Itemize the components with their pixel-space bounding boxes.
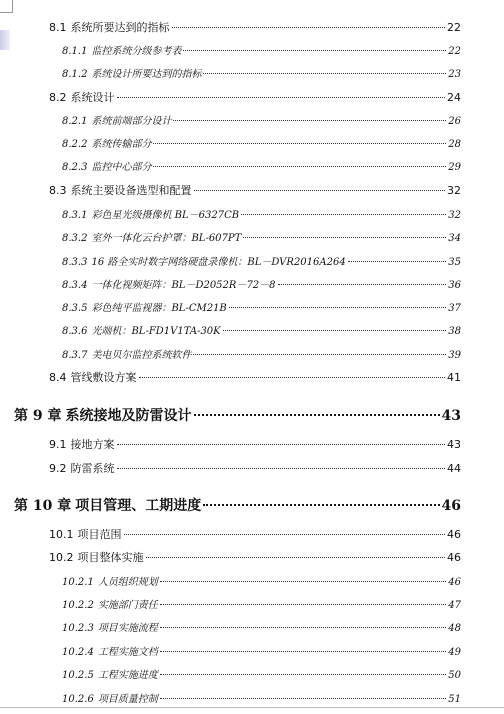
toc-entry[interactable] (62, 299, 461, 314)
toc-page-number: 37 (448, 303, 461, 314)
toc-dot-leader (278, 284, 447, 285)
toc-dot-leader (193, 354, 446, 355)
toc-entry[interactable] (62, 206, 461, 221)
toc-page-number: 51 (448, 694, 461, 705)
toc-page-number: 24 (447, 91, 461, 104)
toc-entry-number: 9.1 (49, 438, 67, 451)
toc-entry-number: 8.3.2 (62, 233, 88, 244)
toc-entry-number: 8.3 (49, 184, 67, 197)
toc-page-number: 43 (441, 408, 461, 424)
toc-dot-leader (348, 261, 447, 262)
toc-entry-number: 8.3.3 (62, 257, 88, 268)
toc-dot-leader (194, 190, 446, 191)
toc-page-number: 47 (448, 600, 461, 611)
toc-dot-leader (203, 73, 446, 74)
toc-page-number: 46 (447, 528, 461, 541)
toc-entry-number: 10.2.4 (62, 647, 94, 658)
toc-page-number: 48 (448, 623, 461, 634)
toc-entry-title: 彩色纯平监视器：BL-CM21B (91, 303, 227, 314)
toc-dot-leader (153, 166, 446, 167)
toc-entry-title: 光端机：BL-FD1V1TA-30K (91, 326, 221, 337)
toc-entry-number: 8.1 (49, 21, 67, 34)
toc-entry-number: 8.1.1 (62, 46, 88, 57)
toc-entry[interactable] (62, 619, 461, 634)
toc-entry-title: 接地方案 (70, 438, 115, 451)
toc-entry[interactable] (49, 526, 461, 542)
toc-entry-title: 实施部门责任 (97, 600, 158, 611)
toc-page-number: 39 (448, 350, 461, 361)
page-bottom-edge (0, 707, 504, 714)
toc-entry-title: 防雷系统 (70, 462, 115, 475)
toc-dot-leader (160, 581, 446, 582)
toc-entry-number: 9.2 (49, 462, 67, 475)
toc-entry[interactable] (49, 182, 461, 198)
toc-dot-leader (124, 534, 446, 535)
toc-entry-title: 项目实施流程 (97, 623, 158, 634)
toc-page-number: 28 (448, 139, 461, 150)
toc-entry-title: 人员组织规划 (97, 577, 158, 588)
toc-entry-title: 系统设计 (70, 91, 115, 104)
toc-entry-number: 8.3.6 (62, 326, 88, 337)
toc-page-number: 35 (448, 257, 461, 268)
toc-dot-leader (117, 444, 446, 445)
toc-entry[interactable] (62, 643, 461, 658)
toc-dot-leader (173, 120, 446, 121)
toc-page-number: 38 (448, 326, 461, 337)
toc-entry-title: 16 路全实时数字网络硬盘录像机：BL－DVR2016A264 (91, 257, 346, 268)
toc-entry-number: 10.2.2 (62, 600, 94, 611)
toc-entry-number: 10.2.1 (62, 577, 94, 588)
toc-entry-number: 8.1.2 (62, 69, 88, 80)
toc-dot-leader (241, 214, 446, 215)
toc-entry-number: 10.2.5 (62, 670, 94, 681)
toc-entry[interactable] (62, 346, 461, 361)
toc-dot-leader (160, 604, 446, 605)
toc-entry[interactable] (49, 436, 461, 452)
toc-entry-title: 项目范围 (77, 528, 122, 541)
toc-entry[interactable] (62, 229, 461, 244)
toc-entry[interactable] (62, 42, 461, 57)
corner-crop-mark (0, 0, 13, 13)
toc-page-number: 43 (447, 438, 461, 451)
toc-entry[interactable] (62, 112, 461, 127)
toc-page-number: 34 (448, 233, 461, 244)
toc-entry[interactable] (62, 276, 461, 291)
toc-entry-title: 管线敷设方案 (70, 371, 137, 384)
toc-dot-leader (160, 698, 446, 699)
toc-page-number: 46 (448, 577, 461, 588)
toc-entry-number: 8.4 (49, 371, 67, 384)
toc-entry-title: 室外一体化云台护罩：BL-607PT (91, 233, 242, 244)
toc-entry-title: 系统所要达到的指标 (70, 21, 170, 34)
toc-entry-number: 第 10 章 (14, 498, 72, 514)
toc-entry-title: 系统前端部分设计 (91, 116, 172, 127)
toc-dot-leader (243, 237, 446, 238)
toc-dot-leader (172, 27, 446, 28)
toc-page-number: 22 (448, 46, 461, 57)
toc-dot-leader (160, 627, 446, 628)
toc-entry-title: 系统接地及防雷设计 (65, 408, 192, 424)
toc-page-number: 46 (447, 551, 461, 564)
toc-entry-number: 10.2 (49, 551, 74, 564)
toc-page-number: 41 (447, 371, 461, 384)
toc-entry-title: 工程实施进度 (97, 670, 158, 681)
toc-dot-leader (117, 97, 446, 98)
toc-dot-leader (194, 414, 440, 416)
toc-page-number: 46 (441, 498, 461, 514)
toc-entry-title: 系统主要设备选型和配置 (70, 184, 192, 197)
toc-page-number: 32 (447, 184, 461, 197)
toc-entry[interactable] (62, 690, 461, 705)
toc-page-number: 32 (448, 210, 461, 221)
toc-entry-number: 10.2.6 (62, 694, 94, 705)
toc-entry-title: 彩色星光级摄像机 BL－6327CB (91, 210, 240, 221)
toc-entry[interactable] (62, 253, 461, 268)
toc-page-number: 44 (447, 462, 461, 475)
toc-dot-leader (203, 504, 439, 506)
toc-page-number: 22 (447, 21, 461, 34)
toc-entry[interactable] (49, 369, 461, 385)
toc-entry-title: 监控系统分级参考表 (91, 46, 182, 57)
toc-entry-number: 8.3.7 (62, 350, 88, 361)
toc-entry[interactable] (49, 89, 461, 105)
toc-entry[interactable] (49, 549, 461, 565)
toc-entry[interactable] (62, 158, 461, 173)
toc-entry-title: 项目整体实施 (77, 551, 144, 564)
toc-dot-leader (160, 674, 446, 675)
margin-marker (0, 30, 10, 50)
toc-entry-number: 8.2.3 (62, 162, 88, 173)
toc-dot-leader (153, 143, 446, 144)
toc-entry-number: 10.1 (49, 528, 74, 541)
toc-entry-title: 项目质量控制 (97, 694, 158, 705)
toc-page-number: 50 (448, 670, 461, 681)
toc-page-number: 29 (448, 162, 461, 173)
toc-page-number: 26 (448, 116, 461, 127)
toc-dot-leader (117, 468, 446, 469)
toc-entry[interactable] (62, 666, 461, 681)
toc-entry-title: 系统设计所要达到的指标 (91, 69, 202, 80)
toc-entry[interactable] (62, 65, 461, 80)
toc-entry[interactable] (62, 596, 461, 611)
toc-entry[interactable] (14, 405, 461, 425)
toc-entry-number: 第 9 章 (14, 408, 62, 424)
toc-entry-title: 工程实施文档 (97, 647, 158, 658)
toc-entry-title: 项目管理、工期进度 (75, 498, 202, 514)
toc-dot-leader (146, 557, 446, 558)
toc-entry-number: 8.3.4 (62, 280, 88, 291)
toc-entry-number: 8.2.2 (62, 139, 88, 150)
toc-dot-leader (139, 377, 446, 378)
toc-entry[interactable] (49, 19, 461, 35)
toc-page-number: 23 (448, 69, 461, 80)
toc-entry-title: 一体化视频矩阵：BL－D2052R－72－8 (91, 280, 276, 291)
toc-entry[interactable] (62, 135, 461, 150)
toc-entry-number: 8.3.1 (62, 210, 88, 221)
toc-entry-title: 系统传输部分 (91, 139, 152, 150)
toc-entry[interactable] (49, 460, 461, 476)
toc-dot-leader (183, 50, 446, 51)
toc-entry-number: 8.2 (49, 91, 67, 104)
toc-page-number: 49 (448, 647, 461, 658)
toc-entry[interactable] (14, 495, 461, 515)
toc-dot-leader (229, 307, 446, 308)
toc-dot-leader (160, 651, 446, 652)
toc-entry-number: 8.2.1 (62, 116, 88, 127)
toc-entry-title: 美电贝尔监控系统软件 (91, 350, 192, 361)
toc-page-number: 36 (448, 280, 461, 291)
toc-entry-title: 监控中心部分 (91, 162, 152, 173)
toc-dot-leader (223, 330, 447, 331)
toc-entry-number: 10.2.3 (62, 623, 94, 634)
toc-entry-number: 8.3.5 (62, 303, 88, 314)
toc-entry[interactable] (62, 322, 461, 337)
toc-entry[interactable] (62, 573, 461, 588)
